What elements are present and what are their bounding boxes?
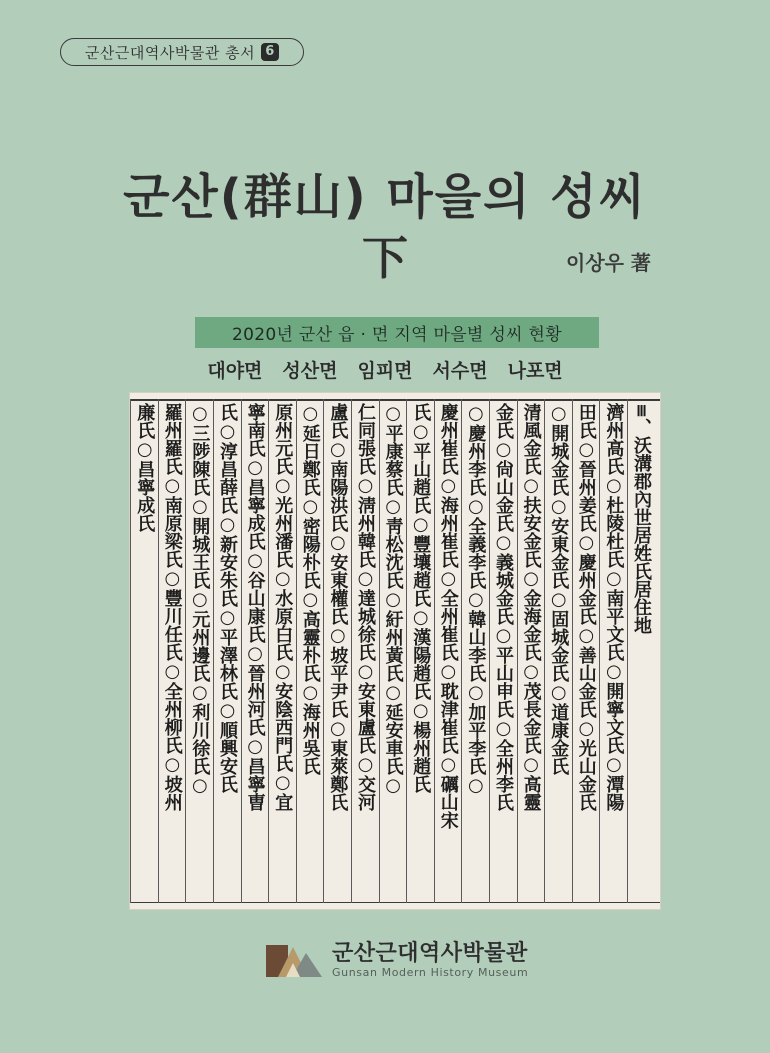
manuscript-column: 金氏○尙山金氏○義城金氏○平山申氏○全州李氏	[493, 403, 514, 811]
manuscript-image	[130, 393, 660, 909]
manuscript-column: ○開城金氏○安東金氏○固城金氏○道康金氏	[548, 403, 570, 775]
manuscript-column-rule	[158, 399, 159, 903]
manuscript-column: ○延日鄭氏○密陽朴氏○高靈朴氏○海州吳氏	[299, 403, 321, 775]
museum-name-english: Gunsan Modern History Museum	[332, 966, 529, 979]
manuscript-column: 羅州羅氏○南原梁氏○豐川任氏○全州柳氏○坡州	[161, 403, 183, 811]
manuscript-column-rule	[627, 399, 628, 903]
book-title: 군산(群山) 마을의 성씨	[123, 169, 647, 225]
manuscript-column: ○慶州李氏○全義李氏○韓山李氏○加平李氏○	[465, 403, 487, 796]
manuscript-column: 田氏○晉州姜氏○慶州金氏○善山金氏○光山金氏	[575, 403, 597, 811]
manuscript-column-rule	[323, 399, 324, 903]
manuscript-column: 仁同張氏○淸州韓氏○達城徐氏○安東盧氏○交河	[355, 403, 376, 811]
manuscript-column-rule	[544, 399, 545, 903]
manuscript-column: 清風金氏○扶安金氏○金海金氏○茂長金氏○高靈	[520, 403, 542, 811]
manuscript-column-rule	[406, 399, 407, 903]
manuscript-column-rule	[434, 399, 435, 903]
town-name: 나포면	[507, 360, 563, 382]
subtitle-text: 2020년 군산 읍 · 면 지역 마을별 성씨 현황	[232, 325, 562, 345]
town-list	[0, 356, 770, 383]
manuscript-column-rule	[185, 399, 186, 903]
manuscript-column: ○平康蔡氏○靑松沈氏○紆州黃氏○延安車氏○	[382, 403, 404, 796]
manuscript-column: 濟州高氏○杜陵杜氏○南平文氏○開寧文氏○潭陽	[603, 403, 625, 811]
manuscript-column-rule	[296, 399, 297, 903]
museum-name: 군산근대역사박물관	[332, 941, 528, 966]
manuscript-column: ○三陟陳氏○開城王氏○元州邊氏○利川徐氏○	[189, 403, 211, 796]
manuscript-column: ≡、沃溝郡內世居姓氏居住地	[631, 403, 652, 635]
manuscript-column-rule	[489, 399, 490, 903]
manuscript-top-rule	[130, 399, 660, 401]
manuscript-column: 氏○平山趙氏○豐壤趙氏○漢陽趙氏○楊州趙氏	[410, 403, 432, 793]
town-name: 서수면	[432, 360, 488, 382]
manuscript-column-rule	[351, 399, 352, 903]
manuscript-column: 氏○淳昌薛氏○新安朱氏○平澤林氏○順興安氏	[217, 403, 238, 793]
manuscript-column-rule	[572, 399, 573, 903]
manuscript-column-rule	[461, 399, 462, 903]
manuscript-column-rule	[379, 399, 380, 903]
manuscript-column-rule	[130, 399, 131, 903]
manuscript-column-rule	[241, 399, 242, 903]
manuscript-column-rule	[213, 399, 214, 903]
manuscript-column: 原州元氏○光州潘氏○水原白氏○安陰西門氏○宜	[272, 403, 294, 811]
museum-logo-icon	[266, 943, 324, 979]
town-name: 임피면	[357, 360, 413, 382]
manuscript-column: 廉氏○昌寧成氏	[134, 403, 156, 532]
author-name: 이상우 著	[566, 251, 651, 275]
series-number: 6	[261, 43, 279, 61]
series-badge	[60, 38, 304, 66]
publisher	[266, 942, 528, 979]
manuscript-bottom-rule	[130, 902, 660, 904]
manuscript-column-rule	[599, 399, 600, 903]
manuscript-column: 慶州崔氏○海州崔氏○全州崔氏○耽津崔氏○礪山宋	[437, 403, 459, 829]
manuscript-column: 盧氏○南陽洪氏○安東權氏○坡平尹氏○東萊鄭氏	[327, 403, 349, 811]
volume-label: 下	[362, 231, 408, 285]
series-label: 군산근대역사박물관 총서	[84, 43, 256, 62]
subtitle-banner	[195, 317, 599, 348]
town-name: 대야면	[207, 360, 263, 382]
manuscript-column-rule	[517, 399, 518, 903]
manuscript-column: 寧南氏○昌寧成氏○谷山康氏○晉州河氏○昌寧曺	[244, 403, 266, 811]
town-name: 성산면	[282, 360, 338, 382]
manuscript-column-rule	[268, 399, 269, 903]
